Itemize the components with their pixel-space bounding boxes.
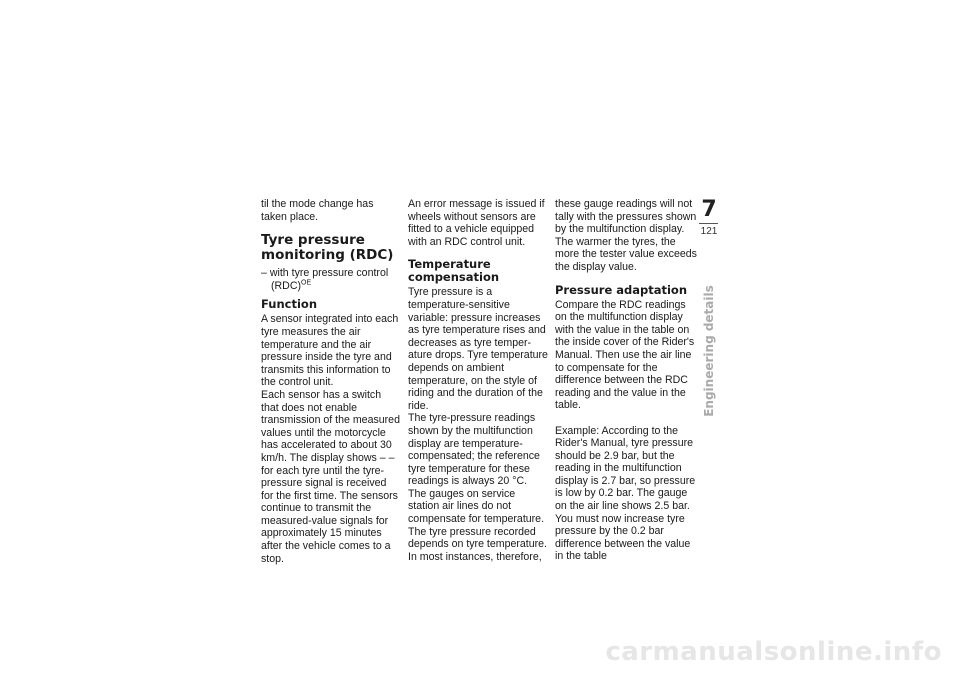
list-item-text: with tyre pressure control (RDC) bbox=[269, 267, 389, 292]
temperature-paragraph-1: Tyre pressure is a temperature-sensitive variable: pressure increases as tyre temperature rises and decreases as tyre temperature drops. Tyre temperature depends on ambient temperature, on the style of riding and the duration of the ride. bbox=[408, 286, 548, 412]
chapter-divider bbox=[699, 223, 718, 224]
error-message-paragraph: An error message is issued if wheels without sensors are fitted to a vehicle equipped with an RDC control unit. bbox=[408, 198, 545, 248]
subheading-temperature-compensation: Temperature compensation bbox=[408, 257, 500, 285]
oe-superscript: OE bbox=[301, 279, 312, 287]
intro-text: til the mode change has taken place. bbox=[261, 198, 374, 223]
column-2 bbox=[408, 198, 548, 563]
adaptation-paragraph: Compare the RDC readings on the multifunction display with the value in the table on the inside cover of the Rider's Manual. Then use the air line to compensate for the difference between the RDC reading and the value in the table. bbox=[555, 298, 695, 412]
gauge-paragraph: these gauge readings will not tally with the pressures shown by the multifunction display. The warmer the tyres, the more the tester value exceeds the display value. bbox=[555, 198, 697, 273]
section-heading-rdc: Tyre pressure monitoring (RDC) bbox=[261, 232, 394, 264]
section-tab-label: Engineering details bbox=[702, 285, 716, 417]
subheading-pressure-adaptation: Pressure adaptation bbox=[555, 282, 688, 297]
column-3 bbox=[555, 198, 697, 563]
temperature-paragraph-2: The tyre-pressure readings shown by the multifunction display are temperature-compensated; the reference tyre temperature for these readings is always 20 °C. The gauges on service station air lines do not compensate for temperature. The tyre pressure recorded depends on tyre temperature. In most instances, therefore, bbox=[408, 412, 547, 563]
column-1 bbox=[261, 198, 401, 565]
equipment-list-item: – with tyre pressure control (RDC)$^{OE}$ bbox=[261, 267, 389, 292]
subheading-function: Function bbox=[261, 297, 318, 312]
section-tab bbox=[701, 285, 717, 417]
function-paragraph-1: A sensor integrated into each tyre measures the air temperature and the air pressure inside the tyre and transmits this information to the control unit. bbox=[261, 313, 399, 389]
chapter-number: 7 bbox=[701, 197, 717, 222]
watermark-text: carmanualsonline.info bbox=[605, 637, 942, 667]
function-paragraph-2: Each sensor has a switch that does not enable transmission of the measured values until the motorcycle has accelerated to about 30 km/h. The display shows – – for each tyre until the tyre-pressure signal is received for the first time. The sensors continue to transmit the measured-value signals for approximately 15 minutes after the vehicle comes to a stop. bbox=[261, 388, 400, 565]
page-number: 121 bbox=[700, 226, 718, 237]
example-paragraph: Example: According to the Rider's Manual, tyre pressure should be 2.9 bar, but the reading in the multifunction display is 2.7 bar, so pressure is low by 0.2 bar. The gauge on the air line shows 2.5 bar. You must now increase tyre pressure by the 0.2 bar difference between the value in the table bbox=[555, 424, 696, 563]
